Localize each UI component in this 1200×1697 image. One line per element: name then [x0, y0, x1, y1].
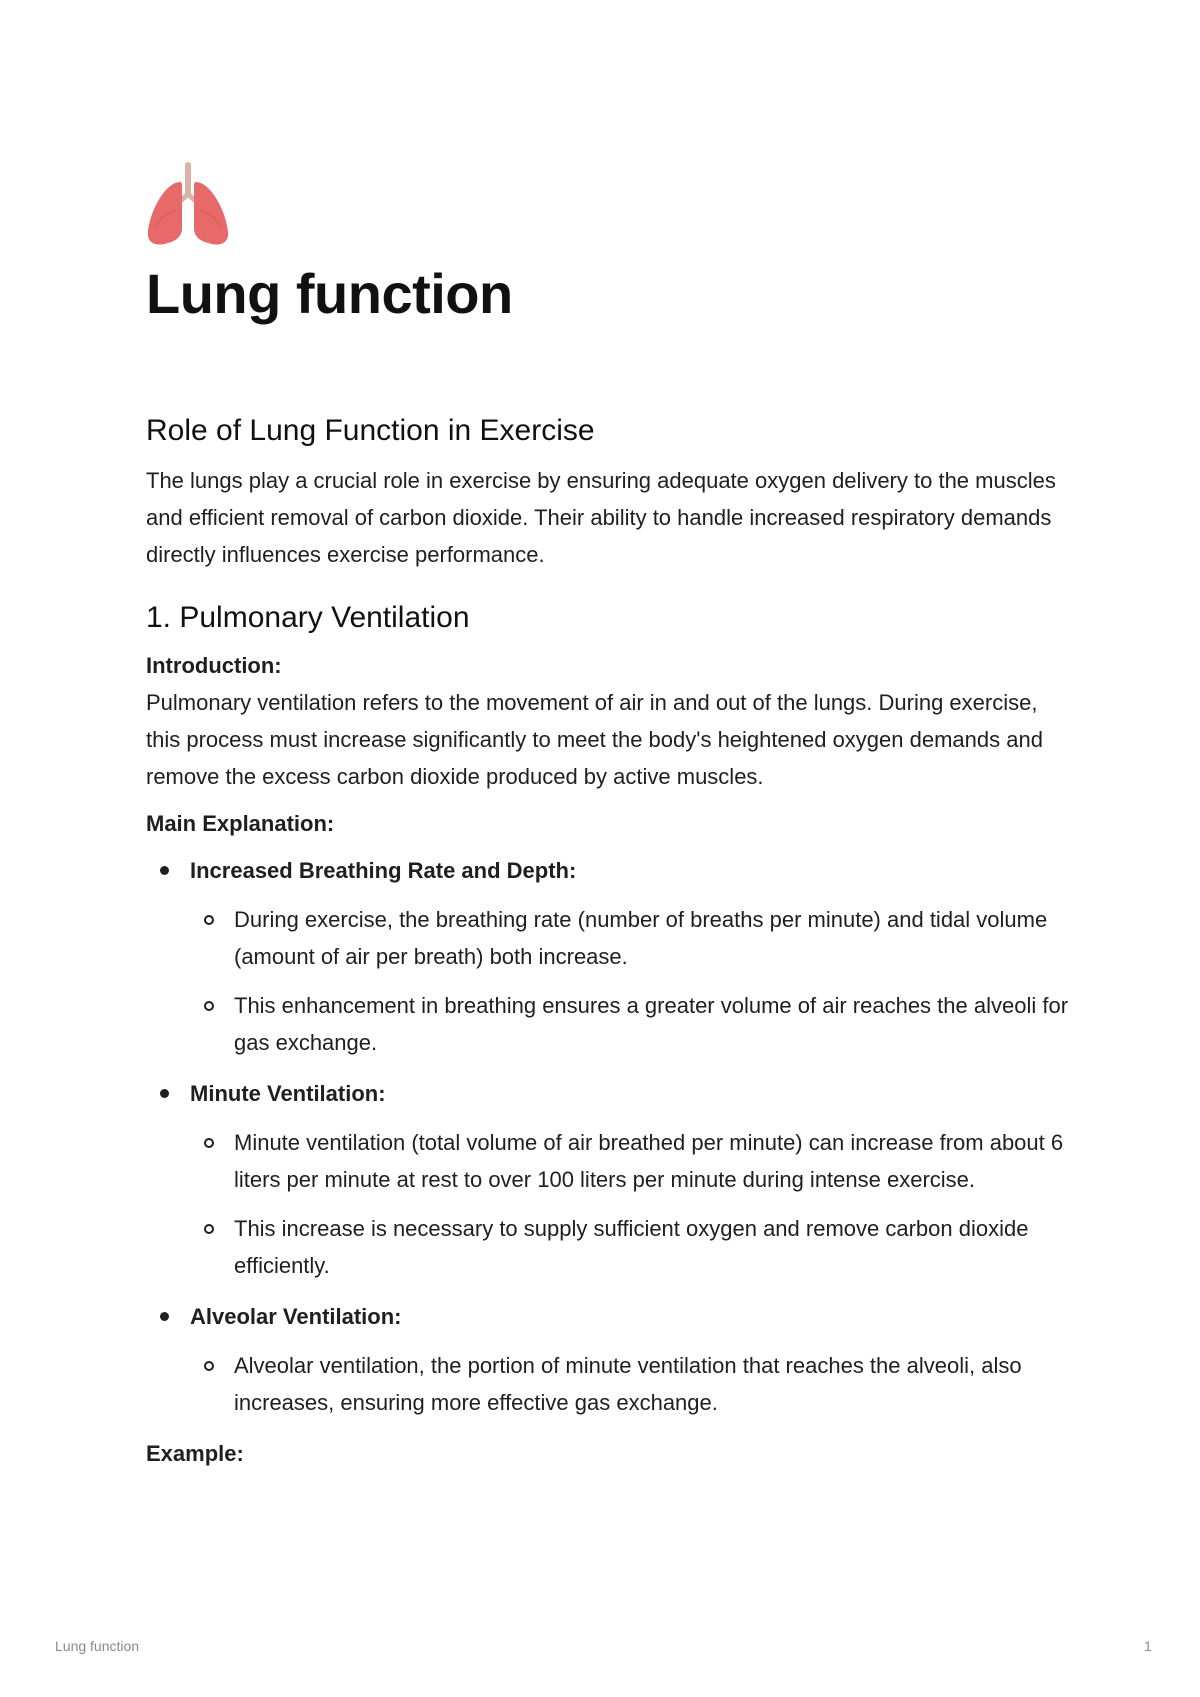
introduction-paragraph: Pulmonary ventilation refers to the movement of air in and out of the lungs. During exercise, this process must increase significantly to meet the body's heightened oxygen demands and remove the excess carbon dioxide produced by active muscles. [146, 690, 1043, 789]
introduction-label: Introduction: [146, 653, 282, 678]
sub-list [190, 901, 1076, 1061]
sub-list-item [190, 901, 1076, 975]
bullet-dot-icon [160, 1312, 169, 1321]
section-paragraph-role: The lungs play a crucial role in exercise by ensuring adequate oxygen delivery to the muscles and efficient removal of carbon dioxide. Their ability to handle increased respiratory demands directly influences exercise performance. [146, 468, 1056, 567]
bullet-ring-icon [204, 915, 214, 925]
sub-list-text: This increase is necessary to supply sufficient oxygen and remove carbon dioxide efficiently. [234, 1216, 1029, 1278]
sub-list-text: This enhancement in breathing ensures a greater volume of air reaches the alveoli for gas exchange. [234, 993, 1069, 1055]
lungs-icon [144, 160, 232, 248]
section-heading-pulmonary: 1. Pulmonary Ventilation [146, 601, 470, 634]
footer-document-title: Lung function [55, 1638, 140, 1654]
bullet-ring-icon [204, 1224, 214, 1234]
bullet-ring-icon [204, 1138, 214, 1148]
page-title: Lung function [146, 262, 513, 325]
main-explanation-label: Main Explanation: [146, 811, 335, 836]
sub-list-item [190, 987, 1076, 1061]
sub-list-item [190, 1210, 1076, 1284]
list-item [146, 852, 1076, 1061]
section-heading-role: Role of Lung Function in Exercise [146, 414, 595, 447]
list-item [146, 1075, 1076, 1284]
sub-list-text: During exercise, the breathing rate (number of breaths per minute) and tidal volume (amount of air per breath) both increase. [234, 907, 1048, 969]
list-item [146, 1298, 1076, 1421]
bullet-ring-icon [204, 1001, 214, 1011]
sub-list [190, 1124, 1076, 1284]
bullet-title: Alveolar Ventilation: [190, 1304, 402, 1329]
footer-page-number: 1 [1144, 1638, 1152, 1654]
sub-list-text: Minute ventilation (total volume of air breathed per minute) can increase from about 6 liters per minute at rest to over 100 liters per minute during intense exercise. [234, 1130, 1064, 1192]
bullet-dot-icon [160, 866, 169, 875]
sub-list [190, 1347, 1076, 1421]
document-page [146, 160, 1076, 1472]
sub-list-item [190, 1124, 1076, 1198]
bullet-ring-icon [204, 1361, 214, 1371]
example-label: Example: [146, 1441, 244, 1466]
bullet-title: Increased Breathing Rate and Depth: [190, 858, 577, 883]
sub-list-item [190, 1347, 1076, 1421]
sub-list-text: Alveolar ventilation, the portion of minute ventilation that reaches the alveoli, also increases, ensuring more effective gas exchange. [234, 1353, 1022, 1415]
bullet-dot-icon [160, 1089, 169, 1098]
bullet-title: Minute Ventilation: [190, 1081, 386, 1106]
main-explanation-list [146, 852, 1076, 1421]
